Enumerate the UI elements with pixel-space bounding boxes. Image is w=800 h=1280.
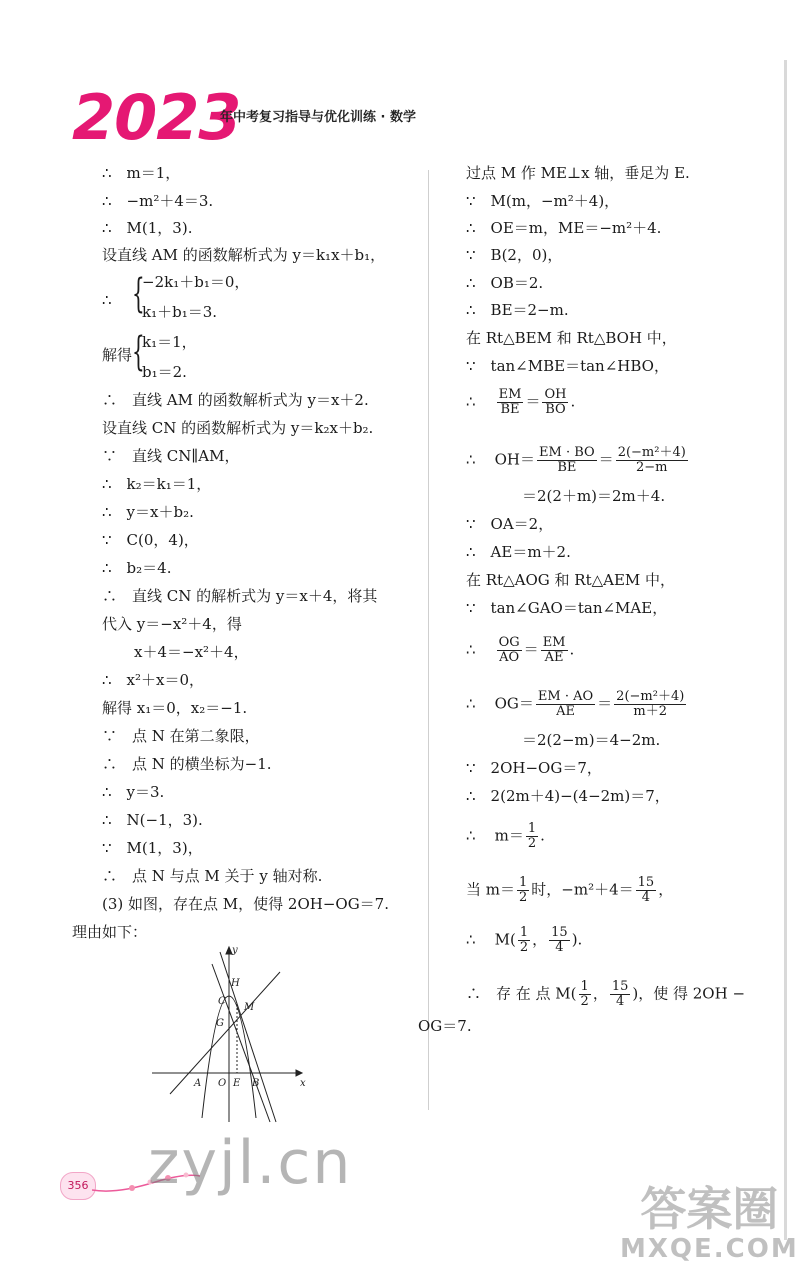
line-am <box>170 972 280 1094</box>
oh-equation: ∴ OH＝ $\frac{EM \cdot BO}{BE}$ ＝ $\frac{\text{2(−m²＋4)}}{2-m}$ <box>466 445 686 475</box>
right-line: ∴ BE＝2−m. <box>466 301 569 319</box>
label-h: H <box>231 978 240 989</box>
left-line: x＋4＝−x²＋4， <box>134 643 249 661</box>
label-b: B <box>252 1078 260 1089</box>
x-axis-arrow <box>296 1070 302 1076</box>
label-e: E <box>233 1078 241 1089</box>
equation-lhs: OH＝ <box>494 450 536 469</box>
left-line: ∴ 点 N 的横坐标为−1. <box>102 755 272 773</box>
text-fragment: 时，−m²＋4＝ <box>531 880 634 899</box>
left-line: 解得 x₁＝0，x₂＝−1. <box>102 699 248 717</box>
therefore-symbol: ∴ <box>466 450 476 469</box>
left-line: ∵ 直线 CN∥AM， <box>102 447 240 465</box>
left-line: ∴ 直线 CN 的解析式为 y＝x＋4，将其 <box>102 587 378 605</box>
conclusion-line: ∴ 存 在 点 M( $\frac{1}{2}$ ， $\frac{15}{4}$ )，使 得 2OH − <box>466 979 746 1009</box>
fraction: $\frac{EM}{BE}$ <box>498 387 522 417</box>
label-g: G <box>216 1018 224 1029</box>
right-line: ∵ B(2，0)， <box>466 246 563 264</box>
left-line: ∵ M(1，3)， <box>102 839 203 857</box>
text-fragment: M( <box>494 930 516 949</box>
right-line: ∵ M(m，−m²＋4)， <box>466 192 620 210</box>
substitution-line: 当 m＝ $\frac{1}{2}$ 时，−m²＋4＝ $\frac{15}{4}$ ， <box>466 875 674 905</box>
fraction: $\frac{15}{4}$ <box>611 979 629 1009</box>
left-line: ∴ 点 N 与点 M 关于 y 轴对称. <box>102 867 323 885</box>
right-line: ＝2(2＋m)＝2m＋4. <box>522 487 666 505</box>
left-line: 理由如下： <box>72 923 148 941</box>
text-fragment: 当 m＝ <box>466 880 515 899</box>
therefore-symbol: ∴ <box>466 694 476 713</box>
page-number: 356 <box>60 1172 96 1200</box>
watermark-zyjl: zyjl.cn <box>148 1128 353 1198</box>
header-year: 2023 <box>72 81 241 154</box>
header-subtitle: 年中考复习指导与优化训练 · 数学 <box>220 110 416 125</box>
left-line: ∴ b₂＝4. <box>102 559 172 577</box>
left-line: ∴ y＝3. <box>102 783 165 801</box>
right-line: ∴ OE＝m，ME＝−m²＋4. <box>466 219 662 237</box>
og-equation: ∴ OG＝ $\frac{EM \cdot AO}{AE}$ ＝ $\frac{\text{2(−m²＋4)}}{m+2}$ <box>466 689 685 719</box>
right-line: ∴ 2(2m＋4)−(4−2m)＝7， <box>466 787 670 805</box>
line-cn <box>212 964 270 1122</box>
m-value-line: ∴ m＝ $\frac{1}{2}$ . <box>466 821 545 851</box>
proportion-line: ∴ $\frac{OG}{AO}$ ＝ $\frac{EM}{AE}$ . <box>466 635 575 665</box>
column-divider <box>428 170 429 1110</box>
equation-row: b₁＝2. <box>142 363 187 381</box>
equation-lhs: OG＝ <box>494 694 534 713</box>
left-line: ∵ 点 N 在第二象限， <box>102 727 260 745</box>
left-line: ∴ <box>102 291 112 309</box>
left-line: (3) 如图，存在点 M，使得 2OH−OG＝7. <box>102 895 389 913</box>
fraction: $\frac{OH}{BO}$ <box>544 387 567 417</box>
right-line: 在 Rt△BEM 和 Rt△BOH 中， <box>466 329 677 347</box>
label-a: A <box>194 1078 202 1089</box>
right-line: 在 Rt△AOG 和 Rt△AEM 中， <box>466 571 676 589</box>
fraction: $\frac{15}{4}$ <box>551 925 568 955</box>
label-m: M <box>244 1002 255 1013</box>
left-line: 代入 y＝−x²＋4，得 <box>102 615 242 633</box>
left-line: ∴ 直线 AM 的函数解析式为 y＝x＋2. <box>102 391 369 409</box>
left-line: 设直线 AM 的函数解析式为 y＝k₁x＋b₁， <box>102 246 386 264</box>
page-edge <box>784 60 787 1240</box>
right-line: ∵ 2OH−OG＝7， <box>466 759 602 777</box>
right-line: ＝2(2−m)＝4−2m. <box>522 731 661 749</box>
right-line: OG＝7. <box>418 1017 472 1035</box>
equation-row: k₁＝1， <box>142 333 197 351</box>
text-fragment: )，使 得 2OH − <box>632 984 746 1003</box>
point-m-line: ∴ M( $\frac{1}{2}$ ， $\frac{15}{4}$ ). <box>466 925 583 955</box>
line-bh <box>220 952 276 1122</box>
left-line: 解得 <box>102 346 133 364</box>
geometry-figure <box>152 944 312 1124</box>
proportion-line: ∴ $\frac{EM}{BE}$ ＝ $\frac{OH}{BO}$ . <box>466 387 576 417</box>
left-line: ∴ −m²＋4＝3. <box>102 192 214 210</box>
equation-lhs: m＝ <box>494 826 524 845</box>
watermark-corner-top: 答案圈 <box>640 1182 779 1236</box>
therefore-symbol: ∴ <box>466 826 476 845</box>
fraction: $\frac{\text{2(−m²＋4)}}{m+2}$ <box>616 689 685 719</box>
watermark-corner <box>620 1184 799 1264</box>
fraction: $\frac{1}{2}$ <box>519 875 528 905</box>
fraction: $\frac{EM}{AE}$ <box>542 635 566 665</box>
left-line: ∴ k₂＝k₁＝1， <box>102 475 212 493</box>
label-x: x <box>300 1078 306 1089</box>
fraction: $\frac{1}{2}$ <box>580 979 589 1009</box>
text-fragment: ∴ 存 在 点 M( <box>466 984 577 1003</box>
right-line: ∵ OA＝2， <box>466 515 554 533</box>
left-line: ∴ y＝x＋b₂. <box>102 503 194 521</box>
right-line: 过点 M 作 ME⊥x 轴，垂足为 E. <box>466 164 690 182</box>
label-c: C <box>218 996 226 1007</box>
therefore-symbol: ∴ <box>466 930 476 949</box>
left-line: ∵ C(0，4)， <box>102 531 199 549</box>
left-line: ∴ m＝1， <box>102 164 181 182</box>
fraction: $\frac{15}{4}$ <box>637 875 655 905</box>
label-o: O <box>218 1078 227 1089</box>
fraction: $\frac{EM \cdot AO}{AE}$ <box>537 689 594 719</box>
system-brace: { <box>132 271 145 317</box>
therefore-symbol: ∴ <box>466 392 476 411</box>
equation-row: −2k₁＋b₁＝0， <box>142 273 250 291</box>
system-brace: { <box>132 329 145 375</box>
left-line: ∴ N(−1，3). <box>102 811 203 829</box>
therefore-symbol: ∴ <box>466 640 476 659</box>
fraction: $\frac{EM \cdot BO}{BE}$ <box>539 445 595 475</box>
right-line: ∴ OB＝2. <box>466 274 544 292</box>
fraction: $\frac{OG}{AO}$ <box>498 635 520 665</box>
left-line: 设直线 CN 的函数解析式为 y＝k₂x＋b₂. <box>102 419 374 437</box>
fraction: $\frac{\text{2(−m²＋4)}}{2-m}$ <box>617 445 686 475</box>
left-line: ∴ x²＋x＝0， <box>102 671 205 689</box>
right-line: ∵ tan∠GAO＝tan∠MAE， <box>466 599 668 617</box>
right-line: ∵ tan∠MBE＝tan∠HBO， <box>466 357 669 375</box>
equation-row: k₁＋b₁＝3. <box>142 303 218 321</box>
fraction: $\frac{1}{2}$ <box>519 925 529 955</box>
left-line: ∴ M(1，3). <box>102 219 193 237</box>
watermark-corner-bottom: MXQE.COM <box>620 1234 799 1264</box>
right-line: ∴ AE＝m＋2. <box>466 543 571 561</box>
fraction: $\frac{1}{2}$ <box>527 821 537 851</box>
label-y: y <box>232 945 238 956</box>
